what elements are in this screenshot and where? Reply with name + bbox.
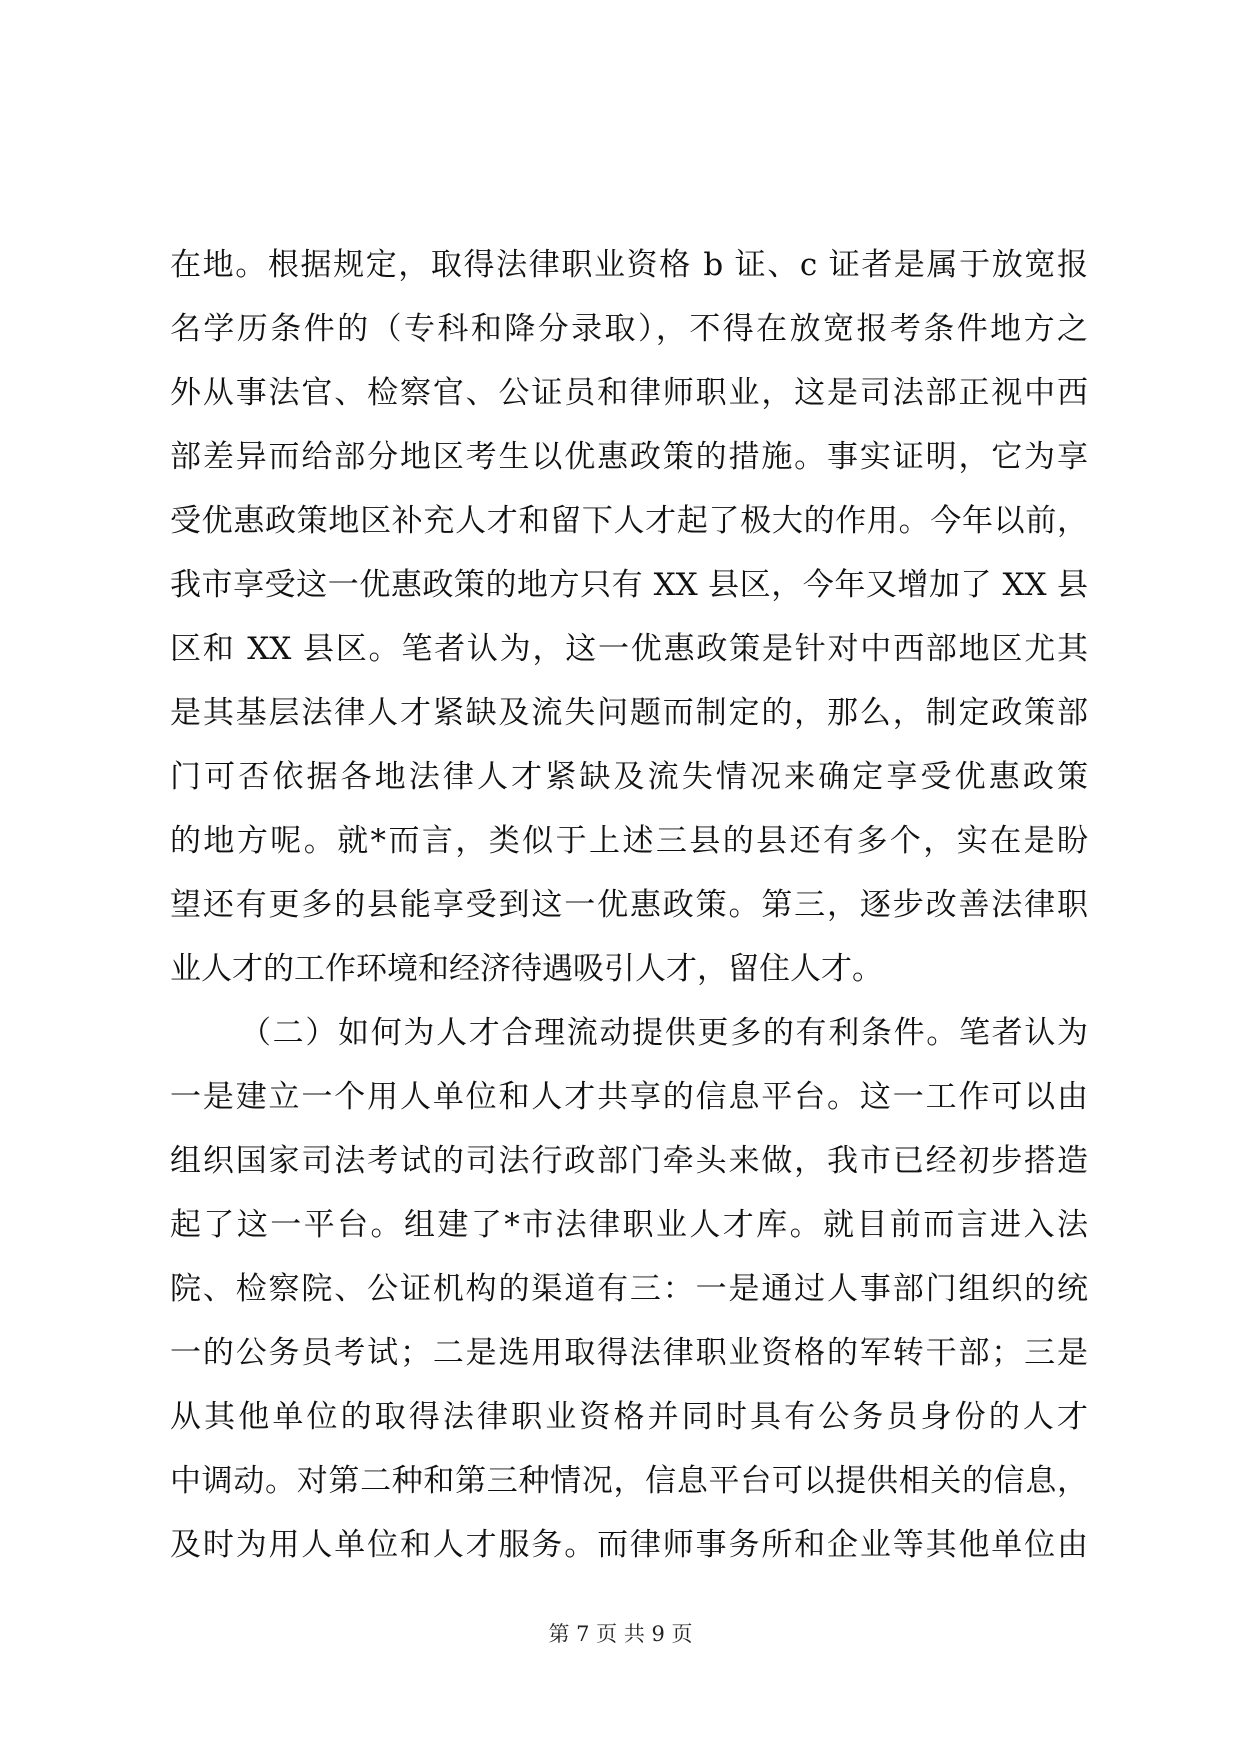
text-line-indented: （二）如何为人才合理流动提供更多的有利条件。笔者认为 [240, 1015, 1088, 1051]
text-line: 业人才的工作环境和经济待遇吸引人才，留住人才。 [170, 951, 883, 987]
text-line: 起了这一平台。组建了*市法律职业人才库。就目前而言进入法 [170, 1207, 1088, 1243]
text-line: 我市享受这一优惠政策的地方只有 XX 县区，今年又增加了 XX 县 [170, 567, 1088, 603]
text-line: 在地。根据规定，取得法律职业资格 b 证、c 证者是属于放宽报 [170, 247, 1088, 283]
text-line: 一是建立一个用人单位和人才共享的信息平台。这一工作可以由 [170, 1079, 1088, 1115]
text-line: 区和 XX 县区。笔者认为，这一优惠政策是针对中西部地区尤其 [170, 631, 1088, 667]
text-line: 外从事法官、检察官、公证员和律师职业，这是司法部正视中西 [170, 375, 1088, 411]
body-text [170, 233, 1088, 1577]
text-line: 组织国家司法考试的司法行政部门牵头来做，我市已经初步搭造 [170, 1143, 1088, 1179]
text-line: 及时为用人单位和人才服务。而律师事务所和企业等其他单位由 [170, 1527, 1088, 1563]
text-line: 是其基层法律人才紧缺及流失问题而制定的，那么，制定政策部 [170, 695, 1088, 731]
page-footer [0, 1620, 1241, 1648]
text-line: 一的公务员考试；二是选用取得法律职业资格的军转干部；三是 [170, 1335, 1088, 1371]
text-line: 受优惠政策地区补充人才和留下人才起了极大的作用。今年以前， [170, 503, 1088, 539]
text-line: 中调动。对第二种和第三种情况，信息平台可以提供相关的信息， [170, 1463, 1088, 1499]
text-line: 从其他单位的取得法律职业资格并同时具有公务员身份的人才 [170, 1399, 1088, 1435]
text-line: 部差异而给部分地区考生以优惠政策的措施。事实证明，它为享 [170, 439, 1088, 475]
text-line: 望还有更多的县能享受到这一优惠政策。第三，逐步改善法律职 [170, 887, 1088, 923]
text-line: 名学历条件的（专科和降分录取），不得在放宽报考条件地方之 [170, 311, 1088, 347]
text-line: 的地方呢。就*而言，类似于上述三县的县还有多个，实在是盼 [170, 823, 1088, 859]
text-line: 院、检察院、公证机构的渠道有三：一是通过人事部门组织的统 [170, 1271, 1088, 1307]
page-number: 第 7 页 共 9 页 [548, 1622, 693, 1646]
text-line: 门可否依据各地法律人才紧缺及流失情况来确定享受优惠政策 [170, 759, 1088, 795]
